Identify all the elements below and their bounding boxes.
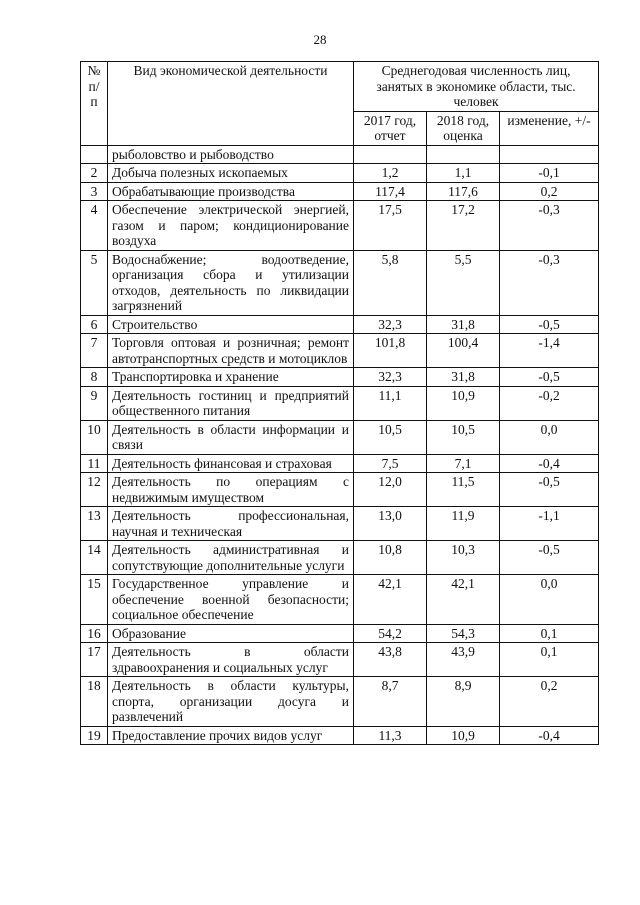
- row-value-2018: 11,5: [427, 473, 500, 507]
- employment-table: [80, 61, 599, 745]
- row-activity-name: Деятельность административная и сопутствующие дополнительные услуги: [108, 541, 354, 575]
- row-value-change: [500, 145, 599, 164]
- row-value-change: -0,4: [500, 454, 599, 473]
- table-row: [81, 250, 599, 315]
- row-value-2018: 43,9: [427, 643, 500, 677]
- table-row: [81, 164, 599, 183]
- row-value-2017: 8,7: [354, 677, 427, 727]
- row-value-change: -0,2: [500, 386, 599, 420]
- table-row: [81, 643, 599, 677]
- row-number: 13: [81, 507, 108, 541]
- table-row: [81, 334, 599, 368]
- row-activity-name: Добыча полезных ископаемых: [108, 164, 354, 183]
- row-number: 9: [81, 386, 108, 420]
- row-activity-name: Деятельность в области информации и связи: [108, 420, 354, 454]
- row-value-2017: 1,2: [354, 164, 427, 183]
- row-value-2017: 117,4: [354, 182, 427, 201]
- row-value-2017: 10,5: [354, 420, 427, 454]
- row-value-2018: 17,2: [427, 201, 500, 251]
- row-value-2017: 17,5: [354, 201, 427, 251]
- row-value-2018: 117,6: [427, 182, 500, 201]
- row-activity-name: Деятельность по операциям с недвижимым имуществом: [108, 473, 354, 507]
- row-activity-name: Государственное управление и обеспечение военной безопасности; социальное обеспечение: [108, 575, 354, 625]
- table-row: [81, 677, 599, 727]
- header-number: № п/п: [81, 62, 108, 146]
- row-value-2017: 5,8: [354, 250, 427, 315]
- row-value-change: -0,3: [500, 250, 599, 315]
- row-value-2017: 54,2: [354, 624, 427, 643]
- header-employment-group: Среднегодовая численность лиц, занятых в экономике области, тыс. человек: [354, 62, 599, 112]
- row-value-2018: 10,5: [427, 420, 500, 454]
- row-value-change: 0,0: [500, 575, 599, 625]
- row-value-change: -0,3: [500, 201, 599, 251]
- row-value-change: 0,1: [500, 643, 599, 677]
- row-value-2018: 11,9: [427, 507, 500, 541]
- row-number: 12: [81, 473, 108, 507]
- table-row: [81, 201, 599, 251]
- row-value-2017: 11,3: [354, 726, 427, 745]
- row-value-2017: 10,8: [354, 541, 427, 575]
- row-value-2018: 5,5: [427, 250, 500, 315]
- row-activity-name: Деятельность профессиональная, научная и техническая: [108, 507, 354, 541]
- table-row-continuation: [81, 145, 599, 164]
- row-value-change: 0,0: [500, 420, 599, 454]
- row-activity-name: Деятельность финансовая и страховая: [108, 454, 354, 473]
- row-number: 8: [81, 368, 108, 387]
- table-row: [81, 315, 599, 334]
- row-value-change: -0,5: [500, 315, 599, 334]
- row-value-2017: 32,3: [354, 315, 427, 334]
- row-number: 10: [81, 420, 108, 454]
- row-value-2017: 101,8: [354, 334, 427, 368]
- row-value-2018: 54,3: [427, 624, 500, 643]
- table-row: [81, 624, 599, 643]
- row-value-2018: 10,9: [427, 386, 500, 420]
- header-2017: 2017 год, отчет: [354, 111, 427, 145]
- row-activity-name: Образование: [108, 624, 354, 643]
- row-value-2017: 12,0: [354, 473, 427, 507]
- row-activity-name: Торговля оптовая и розничная; ремонт автотранспортных средств и мотоциклов: [108, 334, 354, 368]
- row-activity-name: Обрабатывающие производства: [108, 182, 354, 201]
- row-number: 6: [81, 315, 108, 334]
- row-value-change: -1,1: [500, 507, 599, 541]
- row-value-change: -0,5: [500, 473, 599, 507]
- row-activity-name: Деятельность в области здравоохранения и социальных услуг: [108, 643, 354, 677]
- row-value-2018: 31,8: [427, 368, 500, 387]
- row-number: 4: [81, 201, 108, 251]
- row-value-2018: [427, 145, 500, 164]
- row-value-change: 0,2: [500, 677, 599, 727]
- row-value-2017: 32,3: [354, 368, 427, 387]
- row-number: 3: [81, 182, 108, 201]
- row-value-2017: 11,1: [354, 386, 427, 420]
- row-activity-name: Деятельность гостиниц и предприятий общественного питания: [108, 386, 354, 420]
- header-2018: 2018 год, оценка: [427, 111, 500, 145]
- row-number: 15: [81, 575, 108, 625]
- table-header-row: [81, 62, 599, 112]
- page-number: 28: [313, 32, 327, 47]
- row-activity-name: Деятельность в области культуры, спорта, организации досуга и развлечений: [108, 677, 354, 727]
- row-number: 5: [81, 250, 108, 315]
- row-value-change: -0,5: [500, 541, 599, 575]
- row-number: 11: [81, 454, 108, 473]
- row-value-2018: 8,9: [427, 677, 500, 727]
- row-number: [81, 145, 108, 164]
- row-activity-name: Предоставление прочих видов услуг: [108, 726, 354, 745]
- table-row: [81, 473, 599, 507]
- row-value-2017: 7,5: [354, 454, 427, 473]
- row-number: 17: [81, 643, 108, 677]
- row-value-change: 0,2: [500, 182, 599, 201]
- row-value-2018: 10,9: [427, 726, 500, 745]
- row-value-2018: 1,1: [427, 164, 500, 183]
- row-activity-name: Транспортировка и хранение: [108, 368, 354, 387]
- header-change: изменение, +/-: [500, 111, 599, 145]
- row-value-2017: 13,0: [354, 507, 427, 541]
- table-row: [81, 386, 599, 420]
- table-row: [81, 575, 599, 625]
- row-value-2018: 7,1: [427, 454, 500, 473]
- table-row: [81, 454, 599, 473]
- row-value-change: -1,4: [500, 334, 599, 368]
- table-row: [81, 368, 599, 387]
- row-number: 19: [81, 726, 108, 745]
- row-value-2018: 31,8: [427, 315, 500, 334]
- row-value-2017: 42,1: [354, 575, 427, 625]
- row-value-change: -0,5: [500, 368, 599, 387]
- row-value-change: -0,4: [500, 726, 599, 745]
- table-row: [81, 541, 599, 575]
- table-row: [81, 507, 599, 541]
- table-body: [81, 145, 599, 745]
- row-value-change: 0,1: [500, 624, 599, 643]
- row-value-2018: 42,1: [427, 575, 500, 625]
- table-row: [81, 182, 599, 201]
- row-value-2017: [354, 145, 427, 164]
- row-value-2018: 10,3: [427, 541, 500, 575]
- table-row: [81, 420, 599, 454]
- row-number: 7: [81, 334, 108, 368]
- row-number: 14: [81, 541, 108, 575]
- row-number: 18: [81, 677, 108, 727]
- table-row: [81, 726, 599, 745]
- header-activity: Вид экономической деятельности: [108, 62, 354, 146]
- row-activity-name: Водоснабжение; водоотведение, организация сбора и утилизации отходов, деятельность по ликвидации загрязнений: [108, 250, 354, 315]
- row-activity-name: Строительство: [108, 315, 354, 334]
- row-activity-name: Обеспечение электрической энергией, газом и паром; кондиционирование воздуха: [108, 201, 354, 251]
- row-number: 2: [81, 164, 108, 183]
- row-value-change: -0,1: [500, 164, 599, 183]
- row-value-2018: 100,4: [427, 334, 500, 368]
- row-activity-name: рыболовство и рыбоводство: [108, 145, 354, 164]
- row-number: 16: [81, 624, 108, 643]
- row-value-2017: 43,8: [354, 643, 427, 677]
